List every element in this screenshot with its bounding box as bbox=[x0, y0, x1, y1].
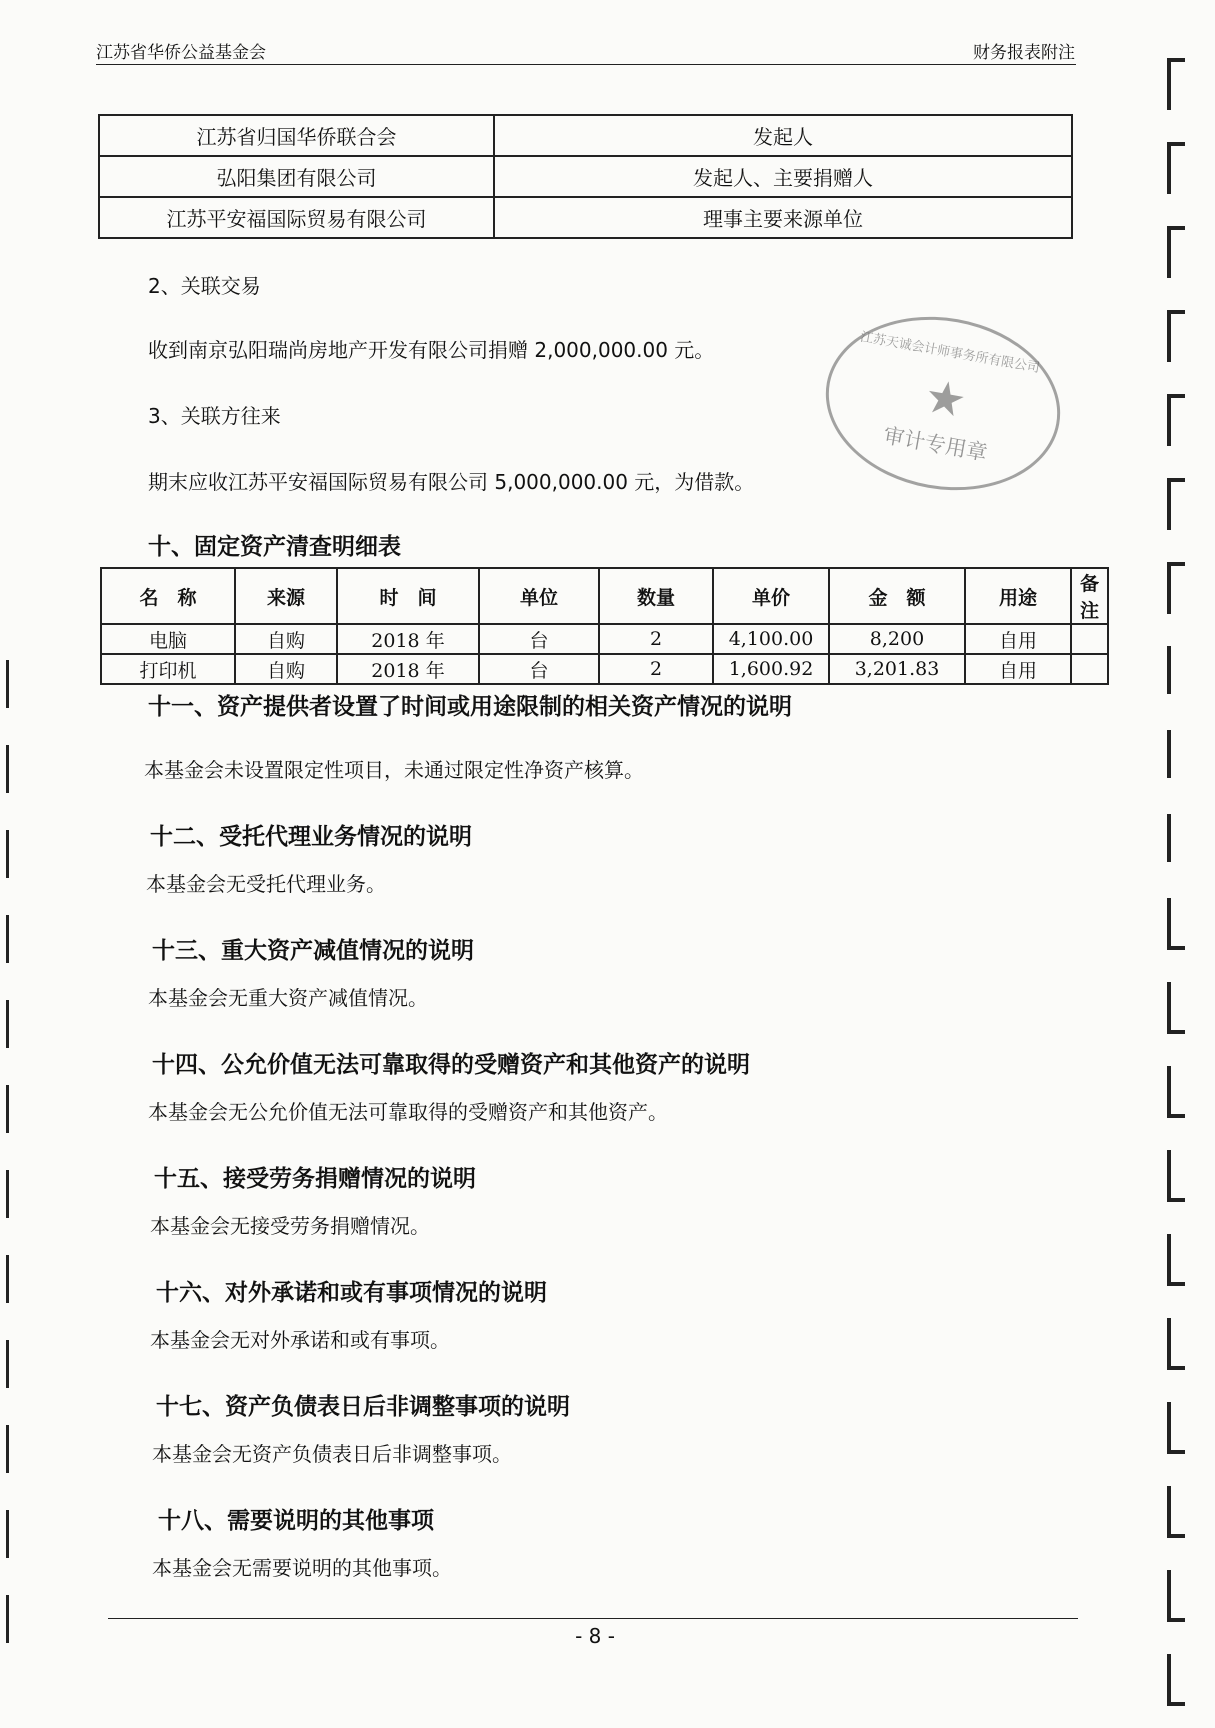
stamp-org-text: 江苏天诚会计师事务所有限公司 bbox=[858, 329, 1041, 377]
table-row bbox=[99, 115, 1072, 156]
col-name: 名 称 bbox=[101, 568, 235, 624]
cell: 台 bbox=[479, 624, 599, 654]
binding-ring bbox=[1167, 898, 1185, 950]
section-12-title: 十二、受托代理业务情况的说明 bbox=[150, 823, 472, 850]
party-name: 弘阳集团有限公司 bbox=[99, 156, 494, 197]
cell: 2018 年 bbox=[337, 654, 479, 684]
header-rule bbox=[96, 64, 1076, 65]
left-binding-mark bbox=[0, 1340, 9, 1388]
cell: 4,100.00 bbox=[713, 624, 829, 654]
col-usage: 用途 bbox=[965, 568, 1071, 624]
section-12-body: 本基金会无受托代理业务。 bbox=[146, 872, 386, 896]
col-unit: 单位 bbox=[479, 568, 599, 624]
table-row bbox=[99, 156, 1072, 197]
left-binding-mark bbox=[0, 830, 9, 878]
page-number: - 8 - bbox=[575, 1624, 615, 1648]
left-binding-mark bbox=[0, 1255, 9, 1303]
party-relation: 发起人 bbox=[494, 115, 1072, 156]
party-name: 江苏省归国华侨联合会 bbox=[99, 115, 494, 156]
section-18-title: 十八、需要说明的其他事项 bbox=[158, 1507, 434, 1534]
section-3-title: 3、关联方往来 bbox=[148, 404, 281, 428]
section-2-title: 2、关联交易 bbox=[148, 274, 261, 298]
section-15-title: 十五、接受劳务捐赠情况的说明 bbox=[154, 1165, 476, 1192]
party-name: 江苏平安福国际贸易有限公司 bbox=[99, 197, 494, 238]
left-binding-mark bbox=[0, 745, 9, 793]
cell: 2 bbox=[599, 654, 713, 684]
cell: 自用 bbox=[965, 624, 1071, 654]
binding-ring bbox=[1167, 1150, 1185, 1202]
stamp-label: 审计专用章 bbox=[881, 423, 990, 466]
col-source: 来源 bbox=[235, 568, 337, 624]
section-11-body: 本基金会未设置限定性项目，未通过限定性净资产核算。 bbox=[144, 758, 644, 782]
col-time: 时 间 bbox=[337, 568, 479, 624]
cell bbox=[1071, 654, 1108, 684]
left-binding-mark bbox=[0, 660, 9, 708]
star-icon: ★ bbox=[920, 368, 971, 429]
left-binding-mark bbox=[0, 1085, 9, 1133]
left-binding-mark bbox=[0, 1595, 9, 1643]
footer-rule bbox=[108, 1618, 1078, 1619]
party-relation: 发起人、主要捐赠人 bbox=[494, 156, 1072, 197]
cell: 1,600.92 bbox=[713, 654, 829, 684]
section-13-title: 十三、重大资产减值情况的说明 bbox=[152, 937, 474, 964]
section-11-title: 十一、资产提供者设置了时间或用途限制的相关资产情况的说明 bbox=[148, 693, 792, 720]
fixed-asset-table bbox=[100, 567, 1109, 685]
section-17-title: 十七、资产负债表日后非调整事项的说明 bbox=[156, 1393, 570, 1420]
col-remark: 备注 bbox=[1071, 568, 1108, 624]
binding-ring bbox=[1167, 142, 1185, 194]
binding-ring bbox=[1167, 982, 1185, 1034]
binding-ring bbox=[1167, 1570, 1185, 1622]
cell: 自购 bbox=[235, 654, 337, 684]
binding-ring bbox=[1167, 1234, 1185, 1286]
section-14-body: 本基金会无公允价值无法可靠取得的受赠资产和其他资产。 bbox=[148, 1100, 668, 1124]
cell: 自用 bbox=[965, 654, 1071, 684]
section-13-body: 本基金会无重大资产减值情况。 bbox=[148, 986, 428, 1010]
party-relation: 理事主要来源单位 bbox=[494, 197, 1072, 238]
cell: 2018 年 bbox=[337, 624, 479, 654]
cell: 打印机 bbox=[101, 654, 235, 684]
col-unit-price: 单价 bbox=[713, 568, 829, 624]
binding-ring bbox=[1167, 562, 1185, 614]
section-15-body: 本基金会无接受劳务捐赠情况。 bbox=[150, 1214, 430, 1238]
left-binding-mark bbox=[0, 1425, 9, 1473]
binding-ring bbox=[1167, 394, 1185, 446]
section-17-body: 本基金会无资产负债表日后非调整事项。 bbox=[152, 1442, 512, 1466]
binding-ring bbox=[1167, 1402, 1185, 1454]
table-row bbox=[101, 654, 1108, 684]
binding-ring bbox=[1167, 478, 1185, 530]
binding-ring bbox=[1167, 1318, 1185, 1370]
table-header-row bbox=[101, 568, 1108, 624]
left-binding-mark bbox=[0, 915, 9, 963]
cell: 自购 bbox=[235, 624, 337, 654]
binding-ring bbox=[1167, 1654, 1185, 1706]
section-10-title: 十、固定资产清查明细表 bbox=[148, 533, 401, 560]
binding-ring bbox=[1167, 226, 1185, 278]
col-quantity: 数量 bbox=[599, 568, 713, 624]
binding-ring bbox=[1167, 730, 1185, 778]
left-binding-mark bbox=[0, 1170, 9, 1218]
section-16-body: 本基金会无对外承诺和或有事项。 bbox=[150, 1328, 450, 1352]
header-doc-title: 财务报表附注 bbox=[973, 43, 1075, 63]
cell: 3,201.83 bbox=[829, 654, 965, 684]
cell: 2 bbox=[599, 624, 713, 654]
section-2-body: 收到南京弘阳瑞尚房地产开发有限公司捐赠 2,000,000.00 元。 bbox=[148, 338, 715, 362]
cell: 8,200 bbox=[829, 624, 965, 654]
col-amount: 金 额 bbox=[829, 568, 965, 624]
header-org: 江苏省华侨公益基金会 bbox=[96, 43, 266, 63]
related-party-table bbox=[98, 114, 1073, 239]
binding-ring bbox=[1167, 310, 1185, 362]
left-binding-mark bbox=[0, 1000, 9, 1048]
binding-ring bbox=[1167, 1486, 1185, 1538]
section-18-body: 本基金会无需要说明的其他事项。 bbox=[152, 1556, 452, 1580]
audit-stamp bbox=[812, 299, 1074, 508]
section-16-title: 十六、对外承诺和或有事项情况的说明 bbox=[156, 1279, 547, 1306]
binding-ring bbox=[1167, 58, 1185, 110]
section-3-body: 期末应收江苏平安福国际贸易有限公司 5,000,000.00 元，为借款。 bbox=[148, 470, 755, 494]
binding-ring bbox=[1167, 814, 1185, 862]
binding-ring bbox=[1167, 646, 1185, 694]
binding-ring bbox=[1167, 1066, 1185, 1118]
table-row bbox=[99, 197, 1072, 238]
section-14-title: 十四、公允价值无法可靠取得的受赠资产和其他资产的说明 bbox=[152, 1051, 750, 1078]
cell: 电脑 bbox=[101, 624, 235, 654]
cell bbox=[1071, 624, 1108, 654]
cell: 台 bbox=[479, 654, 599, 684]
table-row bbox=[101, 624, 1108, 654]
left-binding-mark bbox=[0, 1510, 9, 1558]
